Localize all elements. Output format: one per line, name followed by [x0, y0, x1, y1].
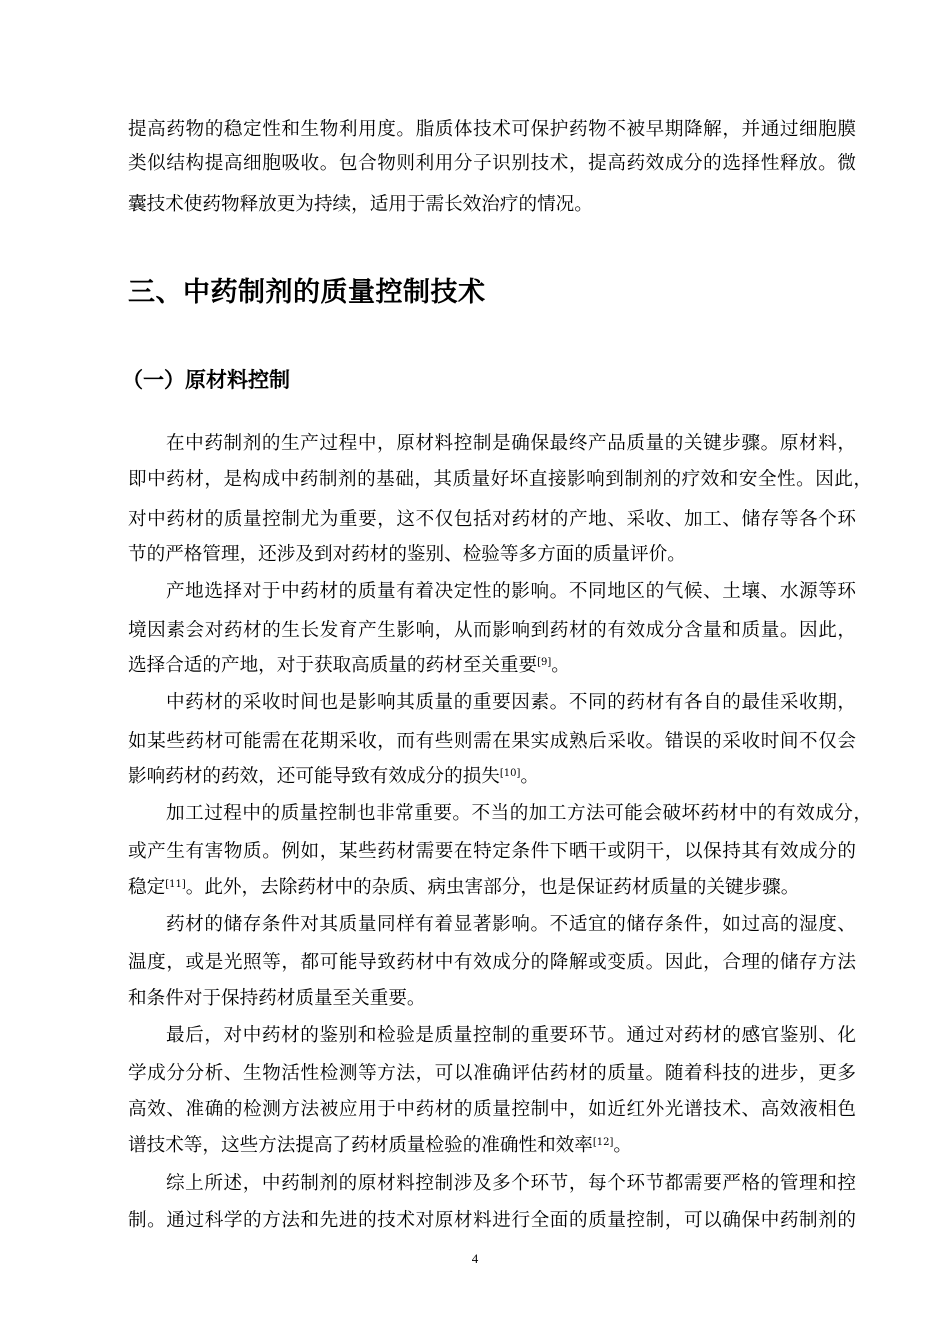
- body-text-line: 如某些药材可能需在花期采收，而有些则需在果实成熟后采收。错误的采收时间不仅会: [128, 731, 856, 752]
- body-text-line: [128, 876, 799, 900]
- body-text-line: 最后，对中药材的鉴别和检验是质量控制的重要环节。通过对药材的感官鉴别、化: [166, 1025, 856, 1046]
- body-text: 选择合适的产地，对于获取高质量的药材至关重要: [128, 655, 538, 676]
- body-text-line: 或产生有害物质。例如，某些药材需要在特定条件下晒干或阴干，以保持其有效成分的: [128, 841, 856, 862]
- citation-ref: [11]: [165, 879, 186, 890]
- body-text-line: 境因素会对药材的生长发育产生影响，从而影响到药材的有效成分含量和质量。因此，: [128, 620, 856, 641]
- body-text-line: 节的严格管理，还涉及到对药材的鉴别、检验等多方面的质量评价。: [128, 544, 686, 565]
- body-text-line: 产地选择对于中药材的质量有着决定性的影响。不同地区的气候、土壤、水源等环: [166, 581, 856, 602]
- body-text-line: 囊技术使药物释放更为持续，适用于需长效治疗的情况。: [128, 194, 593, 215]
- body-text-line: 学成分分析、生物活性检测等方法，可以准确评估药材的质量。随着科技的进步，更多: [128, 1063, 856, 1084]
- body-text-line: 对中药材的质量控制尤为重要，这不仅包括对药材的产地、采收、加工、储存等各个环: [128, 509, 856, 530]
- body-text-line: [128, 1134, 632, 1158]
- body-text-line: 即中药材，是构成中药制剂的基础，其质量好坏直接影响到制剂的疗效和安全性。因此，: [128, 469, 872, 490]
- body-text: 。: [551, 655, 570, 676]
- citation-ref: [12]: [592, 1137, 614, 1148]
- subsection-heading: （一）原材料控制: [122, 368, 290, 392]
- body-text-line: 加工过程中的质量控制也非常重要。不当的加工方法可能会破坏药材中的有效成分，: [166, 803, 872, 824]
- body-text: 稳定: [128, 877, 166, 898]
- body-text-line: 温度，或是光照等，都可能导致药材中有效成分的降解或变质。因此，合理的储存方法: [128, 952, 856, 973]
- body-text-line: 制。通过科学的方法和先进的技术对原材料进行全面的质量控制，可以确保中药制剂的: [128, 1210, 856, 1231]
- body-text: 。: [613, 1135, 632, 1156]
- citation-ref: [9]: [537, 657, 552, 668]
- body-text-line: 中药材的采收时间也是影响其质量的重要因素。不同的药材有各自的最佳采收期，: [166, 692, 856, 713]
- body-text: 谱技术等，这些方法提高了药材质量检验的准确性和效率: [128, 1135, 593, 1156]
- body-text-line: 在中药制剂的生产过程中，原材料控制是确保最终产品质量的关键步骤。原材料，: [166, 433, 856, 454]
- body-text: 。: [520, 766, 540, 787]
- page-number: 4: [471, 1251, 479, 1266]
- body-text-line: 高效、准确的检测方法被应用于中药材的质量控制中，如近红外光谱技术、高效液相色: [128, 1099, 856, 1120]
- body-text: 影响药材的药效，还可能导致有效成分的损失: [128, 766, 500, 787]
- body-text-line: 提高药物的稳定性和生物利用度。脂质体技术可保护药物不被早期降解，并通过细胞膜: [128, 119, 856, 140]
- body-text-line: [128, 765, 539, 789]
- body-text-line: [128, 654, 570, 678]
- body-text-line: 药材的储存条件对其质量同样有着显著影响。不适宜的储存条件，如过高的湿度、: [166, 914, 856, 935]
- section-heading: 三、中药制剂的质量控制技术: [128, 277, 486, 308]
- citation-ref: [10]: [499, 768, 521, 779]
- body-text: 。此外，去除药材中的杂质、病虫害部分，也是保证药材质量的关键步骤。: [185, 877, 800, 898]
- body-text-line: 和条件对于保持药材质量至关重要。: [128, 988, 426, 1009]
- body-text-line: 类似结构提高细胞吸收。包合物则利用分子识别技术，提高药效成分的选择性释放。微: [128, 153, 856, 174]
- body-text-line: 综上所述，中药制剂的原材料控制涉及多个环节，每个环节都需要严格的管理和控: [166, 1173, 856, 1194]
